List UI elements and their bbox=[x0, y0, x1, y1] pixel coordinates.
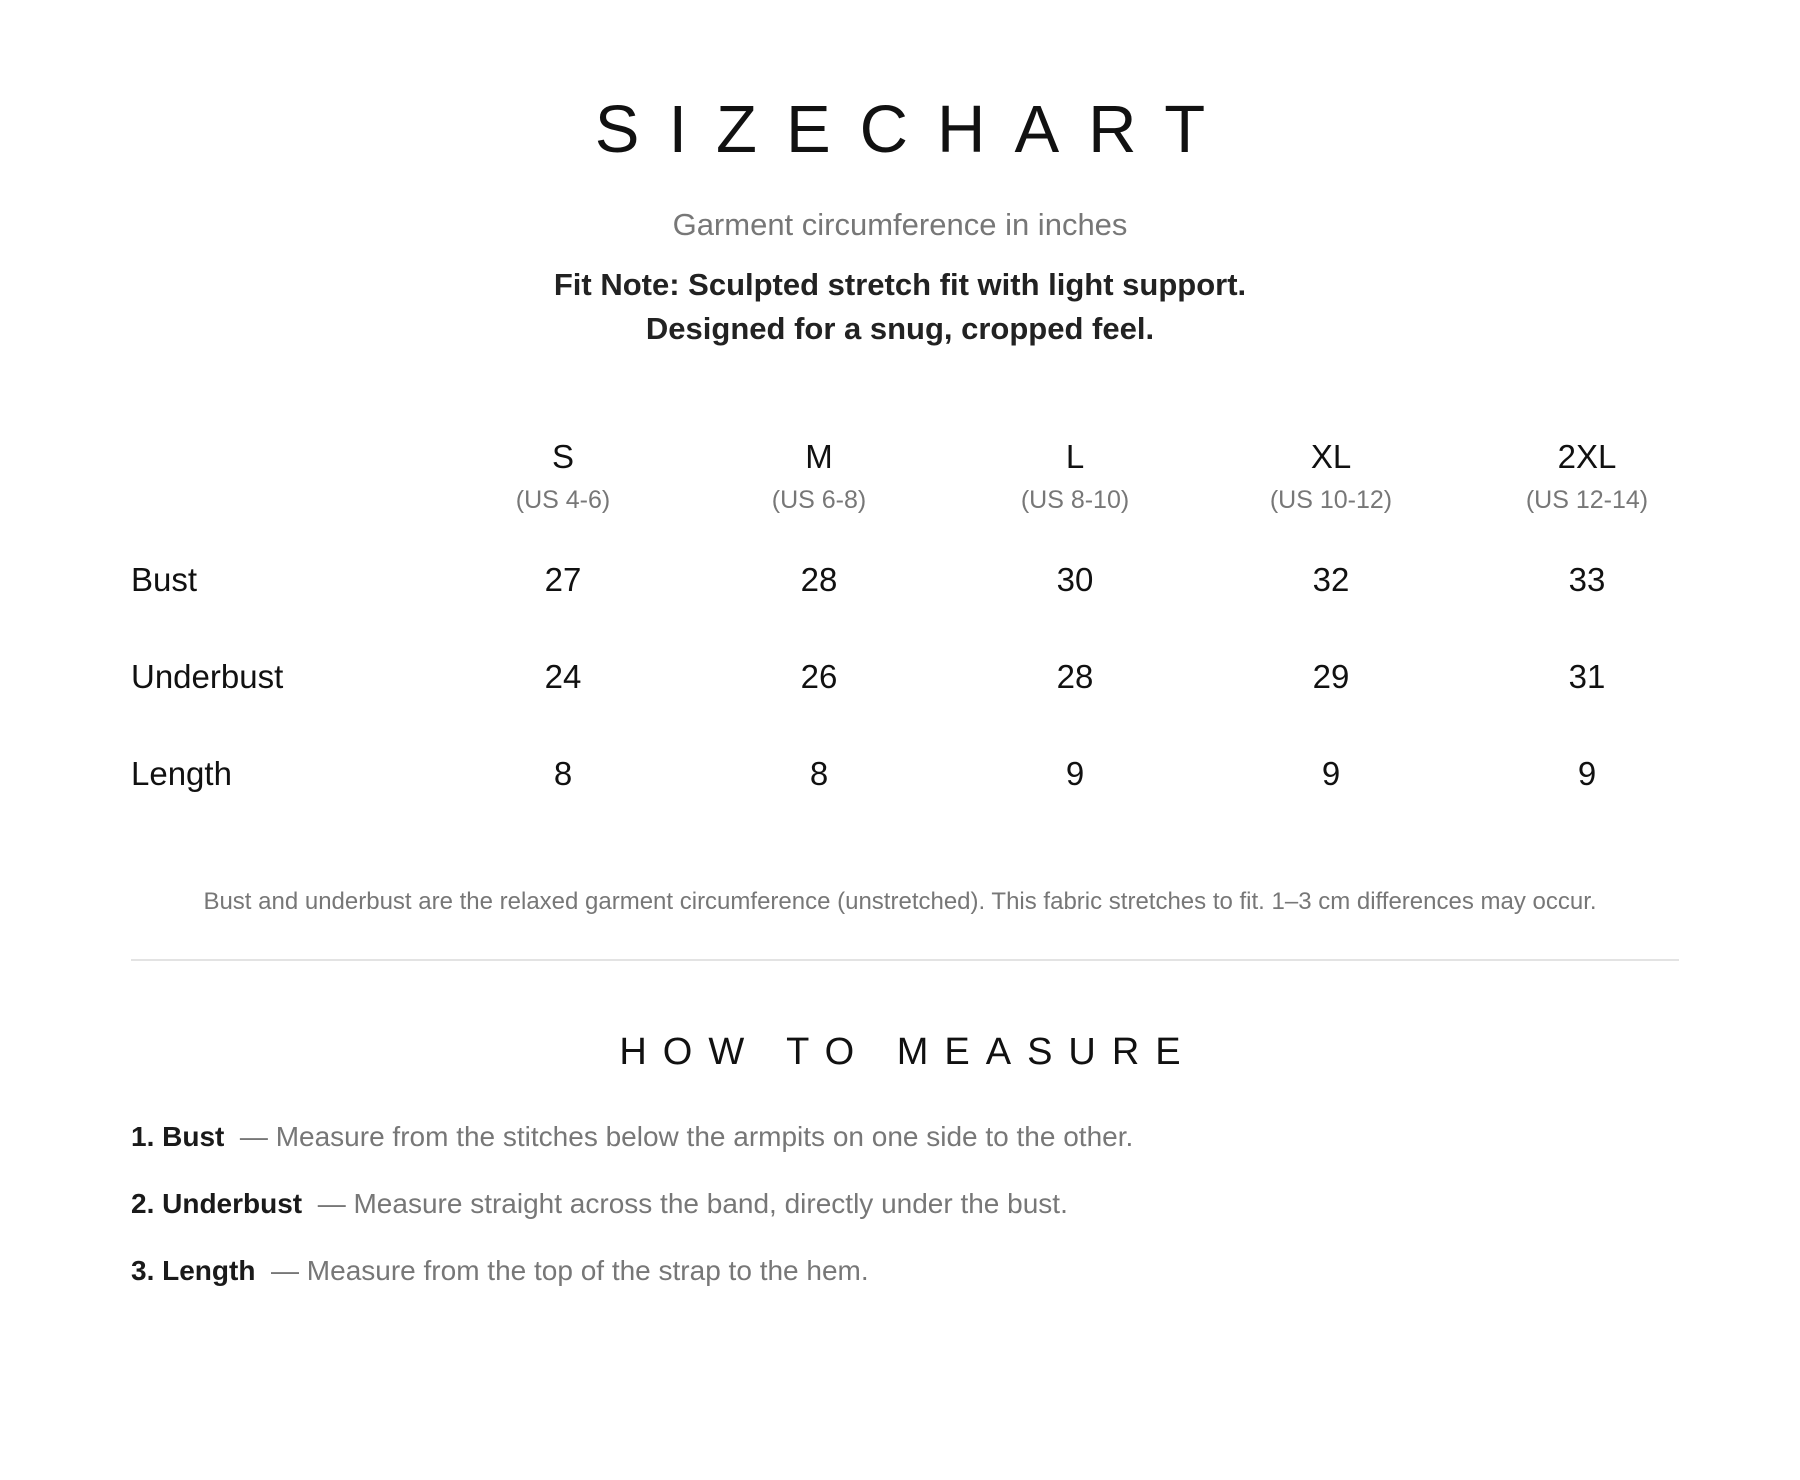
size-us-xl: (US 10-12) bbox=[1269, 486, 1393, 514]
table-cell: 28 bbox=[1056, 658, 1094, 695]
table-cell: 27 bbox=[544, 561, 582, 598]
table-cell: 28 bbox=[800, 561, 838, 598]
page-title: SIZECHART bbox=[594, 92, 1235, 167]
fit-note bbox=[0, 263, 1800, 351]
table-cell: 24 bbox=[544, 658, 582, 695]
measure-desc: — Measure straight across the band, directly under the bust. bbox=[317, 1188, 1068, 1219]
table-cell: 9 bbox=[1321, 755, 1341, 792]
row-label-length: Length bbox=[131, 755, 232, 792]
page-subtitle: Garment circumference in inches bbox=[672, 207, 1128, 242]
row-label-underbust: Underbust bbox=[131, 658, 284, 695]
measure-term: 2. Underbust bbox=[131, 1188, 303, 1219]
measure-desc: — Measure from the stitches below the armpits on one side to the other. bbox=[239, 1121, 1134, 1152]
size-header-xl: XL bbox=[1310, 438, 1352, 475]
size-us-m: (US 6-8) bbox=[771, 486, 867, 514]
table-cell: 8 bbox=[553, 755, 573, 792]
section-divider bbox=[131, 959, 1679, 961]
table-cell: 29 bbox=[1312, 658, 1350, 695]
size-us-s: (US 4-6) bbox=[515, 486, 611, 514]
table-cell: 26 bbox=[800, 658, 838, 695]
fit-note-line-1: Fit Note: Sculpted stretch fit with light support. bbox=[553, 267, 1247, 302]
table-cell: 8 bbox=[809, 755, 829, 792]
fit-note-line-2: Designed for a snug, cropped feel. bbox=[645, 311, 1155, 346]
size-header-s: S bbox=[551, 438, 574, 475]
size-header-m: M bbox=[805, 438, 833, 475]
table-cell: 33 bbox=[1568, 561, 1606, 598]
measure-item-bust bbox=[131, 1121, 1133, 1153]
measure-term: 1. Bust bbox=[131, 1121, 225, 1152]
table-cell: 32 bbox=[1312, 561, 1350, 598]
size-header-2xl: 2XL bbox=[1557, 438, 1617, 475]
measure-desc: — Measure from the top of the strap to the hem. bbox=[271, 1255, 869, 1286]
size-us-l: (US 8-10) bbox=[1020, 486, 1130, 514]
table-cell: 9 bbox=[1065, 755, 1085, 792]
measure-item-length bbox=[131, 1255, 869, 1287]
table-footnote: Bust and underbust are the relaxed garment circumference (unstretched). This fabric stretches to fit. 1–3 cm differences may occur. bbox=[203, 888, 1597, 915]
measure-term: 3. Length bbox=[131, 1255, 256, 1286]
size-us-2xl: (US 12-14) bbox=[1525, 486, 1649, 514]
how-to-measure-title: HOW TO MEASURE bbox=[619, 1031, 1197, 1073]
table-cell: 9 bbox=[1577, 755, 1597, 792]
table-cell: 31 bbox=[1568, 658, 1606, 695]
size-header-l: L bbox=[1065, 438, 1085, 475]
measure-item-underbust bbox=[131, 1188, 1068, 1220]
row-label-bust: Bust bbox=[131, 561, 198, 598]
table-cell: 30 bbox=[1056, 561, 1094, 598]
